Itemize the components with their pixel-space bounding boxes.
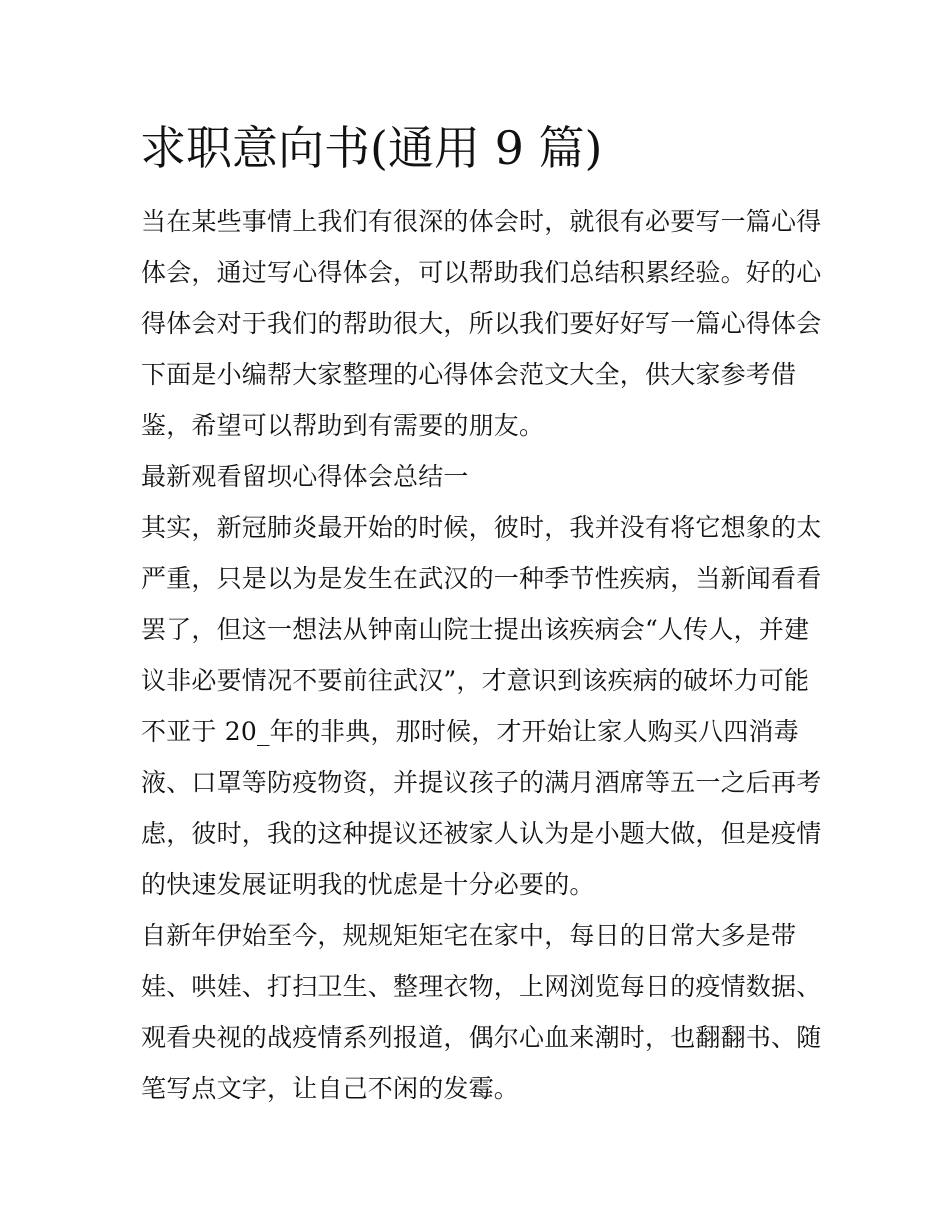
text-line: 下面是小编帮大家整理的心得体会范文大全，供大家参考借 [141,360,797,389]
section-heading: 最新观看留坝心得体会总结一 [141,462,469,491]
text-line: 鉴，希望可以帮助到有需要的朋友。 [141,411,545,440]
text-line: 液、口罩等防疫物资，并提议孩子的满月酒席等五一之后再考 [141,768,822,797]
text-line: 不亚于 20_年的非典，那时候，才开始让家人购买八四消毒 [141,717,799,746]
text-line: 娃、哄娃、打扫卫生、整理衣物，上网浏览每日的疫情数据、 [141,972,822,1001]
text-line: 当在某些事情上我们有很深的体会时，就很有必要写一篇心得 [141,207,822,236]
text-line: 的快速发展证明我的忧虑是十分必要的。 [141,870,595,899]
document-title: 求职意向书(通用 9 篇) [140,121,603,175]
text-line: 观看央视的战疫情系列报道，偶尔心血来潮时，也翻翻书、随 [141,1023,822,1052]
text-line: 体会，通过写心得体会，可以帮助我们总结积累经验。好的心 [141,258,822,287]
text-line: 得体会对于我们的帮助很大，所以我们要好好写一篇心得体会 [141,309,822,338]
text-line: 虑，彼时，我的这种提议还被家人认为是小题大做，但是疫情 [141,819,822,848]
text-line: 自新年伊始至今，规规矩矩宅在家中，每日的日常大多是带 [141,921,797,950]
text-line: 议非必要情况不要前往武汉”，才意识到该疾病的破坏力可能 [141,666,810,695]
text-line: 罢了，但这一想法从钟南山院士提出该疾病会“人传人，并建 [141,615,810,644]
text-line: 其实，新冠肺炎最开始的时候，彼时，我并没有将它想象的太 [141,513,822,542]
text-line: 笔写点文字，让自己不闲的发霉。 [141,1074,520,1103]
document-body [141,196,822,1114]
text-line: 严重，只是以为是发生在武汉的一种季节性疾病，当新闻看看 [141,564,822,593]
